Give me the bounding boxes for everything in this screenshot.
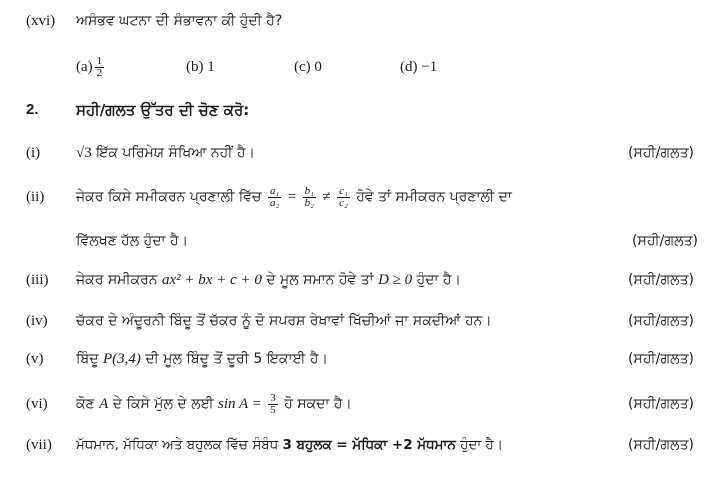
condition: D ≥ 0 [378,272,413,288]
fraction: $\frac{\text{a₁}}{\text{a₂}}$ [269,184,280,209]
true-false-label: (ਸਹੀ/ਗਲਤ) [628,145,694,161]
point: P(3,4) [102,351,141,367]
section-title: ਸਹੀ/ਗਲਤ ਉੱਤਰ ਦੀ ਚੋਣ ਕਰੋ: [76,101,250,119]
sin-expression: sin A = [218,396,262,412]
true-false-label: (ਸਹੀ/ਗਲਤ) [628,351,694,367]
item-iv: (iv) ਚੱਕਰ ਦੇ ਅੰਦੂਰਨੀ ਬਿੰਦੂ ਤੋਂ ਚੱਕਰ ਨੂੰ ਦੋ ਸਪਰਸ਼ ਰੇਖਾਵਾਂ ਖਿੱਚੀਆਂ ਜਾ ਸਕਦੀਆਂ ਹਨ। (ਸਹੀ/ਗਲਤ) [0,306,716,336]
question-xvi [0,6,716,36]
option-d: (d) −1 [400,59,438,75]
option-c: (c) 0 [294,59,322,75]
true-false-label: (ਸਹੀ/ਗਲਤ) [628,437,694,453]
item-v: (v) ਬਿੰਦੂ P(3,4) ਦੀ ਮੂਲ ਬਿੰਦੂ ਤੋਂ ਦੂਰੀ 5 ਇਕਾਈ ਹੈ। (ਸਹੀ/ਗਲਤ) [0,344,716,374]
section-number: 2. [26,101,39,118]
fraction: $\frac{\text{c₁}}{\text{c₂}}$ [339,184,348,209]
true-false-label: (ਸਹੀ/ਗਲਤ) [628,396,694,412]
item-ii-continued: ਵਿੱਲਖਣ ਹੱਲ ਹੁੰਦਾ ਹੈ। (ਸਹੀ/ਗਲਤ) [0,226,716,256]
option-b: (b) 1 [186,59,215,75]
sqrt-expression: √3 [76,145,92,161]
section-heading [0,95,716,125]
fraction: $\frac{3}{5}$ [270,391,276,416]
options-row [0,52,716,82]
item-vi: (vi) ਕੋਣ A ਦੇ ਕਿਸੇ ਮੁੱਲ ਦੇ ਲਈ sin A = $\frac{3}{5}$ ਹੋ ਸਕਦਾ ਹੈ। (ਸਹੀ/ਗਲਤ) [0,389,716,419]
option-a: (a) $\frac{1}{2}$ [76,54,103,79]
fraction: $\frac{\text{b₁}}{\text{b₂}}$ [304,184,314,209]
item-i: (i) √3 ਇੱਕ ਪਰਿਮੇਯ ਸੰਖਿਆ ਨਹੀਂ ਹੈ। (ਸਹੀ/ਗਲਤ) [0,138,716,168]
question-text: ਅਸੰਭਵ ਘਟਨਾ ਦੀ ਸੰਭਾਵਨਾ ਕੀ ਹੁੰਦੀ ਹੈ? [76,13,283,29]
item-ii: (ii) ਜੇਕਰ ਕਿਸੇ ਸਮੀਕਰਨ ਪ੍ਰਣਾਲੀ ਵਿੱਚ $\frac{\text{a₁}}{\text{a₂}}$ = $\frac{\text{b₁}}{\text{b₂}}$ ≠ $\frac{\text{c₁}}{\text{c₂}}$ ਹੋਵੇ ਤਾਂ ਸਮੀਕਰਨ ਪ੍ਰਣਾਲੀ ਦਾ [26,184,512,209]
relation: 3 ਬਹੁਲਕ = ਮੱਧਿਕਾ +2 ਮੱਧਮਾਨ [282,437,456,453]
item-vii: (vii) ਮੱਧਮਾਨ, ਮੱਧਿਕਾ ਅਤੇ ਬਹੁਲਕ ਵਿੱਚ ਸੰਬੰਧ 3 ਬਹੁਲਕ = ਮੱਧਿਕਾ +2 ਮੱਧਮਾਨ ਹੁੰਦਾ ਹੈ। (ਸਹੀ/ਗਲਤ) [0,430,716,460]
item-iii: (iii) ਜੇਕਰ ਸਮੀਕਰਨ ax² + bx + c + 0 ਦੇ ਮੂਲ ਸਮਾਨ ਹੋਵੇ ਤਾਂ D ≥ 0 ਹੁੰਦਾ ਹੈ। (ਸਹੀ/ਗਲਤ) [0,265,716,295]
true-false-label: (ਸਹੀ/ਗਲਤ) [632,233,698,249]
true-false-label: (ਸਹੀ/ਗਲਤ) [628,313,694,329]
true-false-label: (ਸਹੀ/ਗਲਤ) [628,272,694,288]
question-number: (xvi) [26,13,56,29]
fraction: $\frac{1}{2}$ [96,54,103,79]
equation: ax² + bx + c + 0 [162,272,262,288]
